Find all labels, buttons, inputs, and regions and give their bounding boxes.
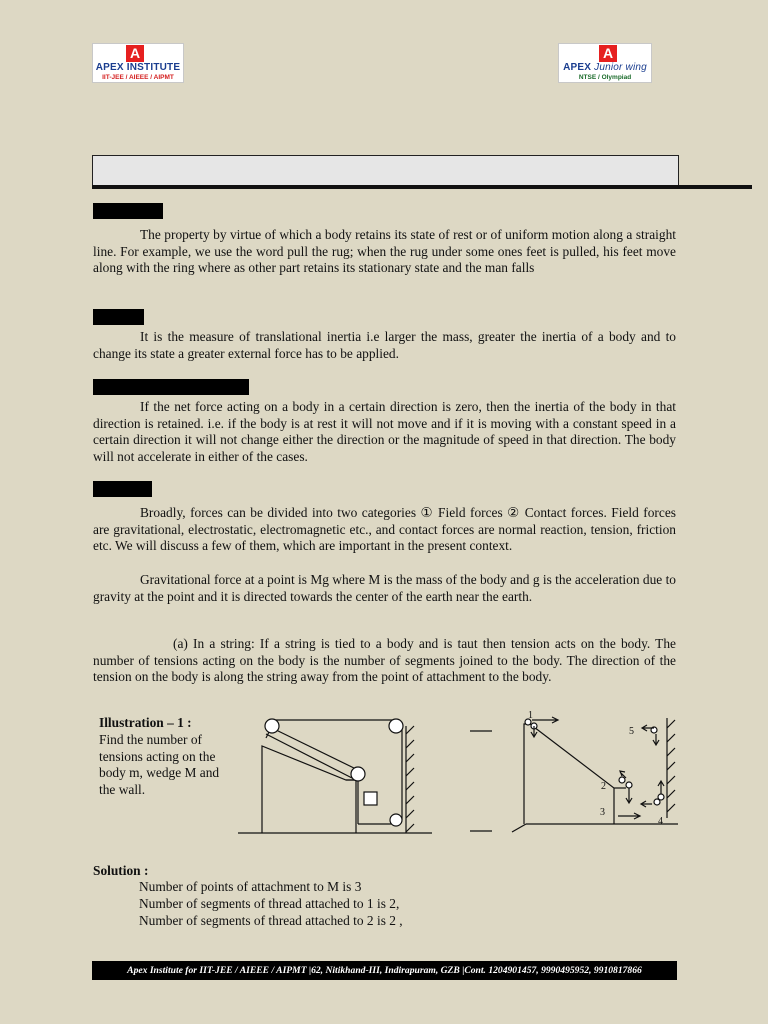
- block-m: [364, 792, 377, 805]
- solution-line-3: Number of segments of thread attached to 2 is 2 ,: [139, 913, 403, 928]
- string-text: (a) In a string: If a string is tied to a body and is taut then tension acts on the body. The number of tensions acting on the body is the number of segments joined to the body. The direction of the tension on the body is along the string away from the point of attachment to the body.: [93, 636, 676, 685]
- arrow-2-down: [626, 788, 632, 803]
- arrow-4-left: [641, 801, 652, 807]
- illustration-heading: Illustration – 1 :: [99, 715, 192, 730]
- point-4b: [658, 794, 664, 800]
- heading-redacted-mass: [93, 309, 144, 325]
- direction-paragraph: [93, 399, 676, 465]
- solution-line-1: Number of points of attachment to M is 3: [139, 879, 362, 894]
- footer-bar: Apex Institute for IIT-JEE / AIEEE / AIPMT |62, Nitikhand-III, Indirapuram, GZB |Cont. 1204901457, 9990495952, 9910817866: [92, 961, 677, 980]
- arrow-4-up: [658, 781, 664, 794]
- string-paragraph: [93, 636, 676, 686]
- ground-slant: [512, 824, 526, 832]
- solution-line-2: Number of segments of thread attached to 1 is 2,: [139, 896, 400, 911]
- arrow-5-down: [653, 734, 659, 745]
- apex-institute-logo: [92, 43, 184, 83]
- wedge-pulley-figure: [236, 712, 436, 837]
- logo-brand-apex: APEX: [563, 62, 592, 73]
- heading-redacted-forces: [93, 481, 152, 497]
- mass-text: It is the measure of translational inertia i.e larger the mass, greater the inertia of a body and to change its state a greater external force has to be applied.: [93, 329, 676, 361]
- pulley-top-right: [389, 719, 403, 733]
- label-4: 4: [658, 816, 663, 827]
- wall-hatch-2: [667, 720, 675, 812]
- logo-brand-junior: Junior wing: [594, 62, 647, 73]
- logo-subtitle: IIT-JEE / AIEEE / AIPMT: [102, 74, 174, 81]
- heading-redacted-inertia: [93, 203, 163, 219]
- logo-badge: A: [126, 45, 144, 62]
- label-5: 5: [629, 726, 634, 737]
- logo-brand: APEX INSTITUTE: [95, 62, 181, 73]
- figure-separator: [468, 727, 498, 837]
- logo-brand: [559, 62, 651, 73]
- point-2: [619, 777, 625, 783]
- forces-paragraph-2: [93, 572, 676, 605]
- apex-junior-wing-logo: [558, 43, 652, 83]
- forces-text-1: Broadly, forces can be divided into two categories ① Field forces ② Contact forces. Field forces are gravitational, electrostatic, electromagnetic etc., and contact forces are normal reaction, tension, friction etc. We will discuss a few of them, which are important in the present context.: [93, 505, 676, 554]
- wedge-outline: [262, 746, 356, 833]
- heading-redacted-direction: [93, 379, 249, 395]
- forces-text-2: Gravitational force at a point is Mg where M is the mass of the body and g is the acceleration due to gravity at the point and it is directed towards the center of the earth near the earth.: [93, 572, 676, 604]
- label-2: 2: [601, 781, 606, 792]
- logo-badge: A: [599, 45, 617, 62]
- label-1: 1: [528, 710, 533, 721]
- arrow-1-right: [532, 717, 558, 723]
- inertia-paragraph: [93, 227, 676, 277]
- inertia-text: The property by virtue of which a body retains its state of rest or of uniform motion along a straight line. For example, we use the word pull the rug; when the rug under some ones feet is pulled, his feet move along with the ring where as other part retains its stationary state and the man falls: [93, 227, 676, 276]
- pulley-wedge: [351, 767, 365, 781]
- solution-heading: Solution :: [93, 863, 149, 878]
- point-2b: [626, 782, 632, 788]
- forces-paragraph-1: [93, 505, 676, 555]
- illustration-text: Find the number of tensions acting on the body m, wedge M and the wall.: [99, 731, 220, 798]
- string-incline-top: [272, 728, 358, 770]
- label-3: 3: [600, 807, 605, 818]
- mass-paragraph: [93, 329, 676, 362]
- arrow-3-right: [618, 813, 640, 819]
- chapter-title-box: [92, 155, 679, 188]
- logo-subtitle: NTSE / Olympiad: [578, 74, 632, 81]
- direction-text: If the net force acting on a body in a certain direction is zero, then the inertia of the body in that direction is retained. i.e. if the body is at rest it will not move and if it is moving with a constant speed in a certain direction it will not change either the direction or the magnitude of speed in that direction. The body will not accelerate in either of the cases.: [93, 399, 676, 464]
- title-rule: [92, 185, 752, 189]
- illustration-block: [99, 715, 229, 799]
- pulley-top-left: [265, 719, 279, 733]
- string-incline-bottom: [266, 734, 352, 778]
- force-diagram-figure: [508, 708, 688, 836]
- wall-hatch: [406, 726, 414, 832]
- pulley-bottom: [390, 814, 402, 826]
